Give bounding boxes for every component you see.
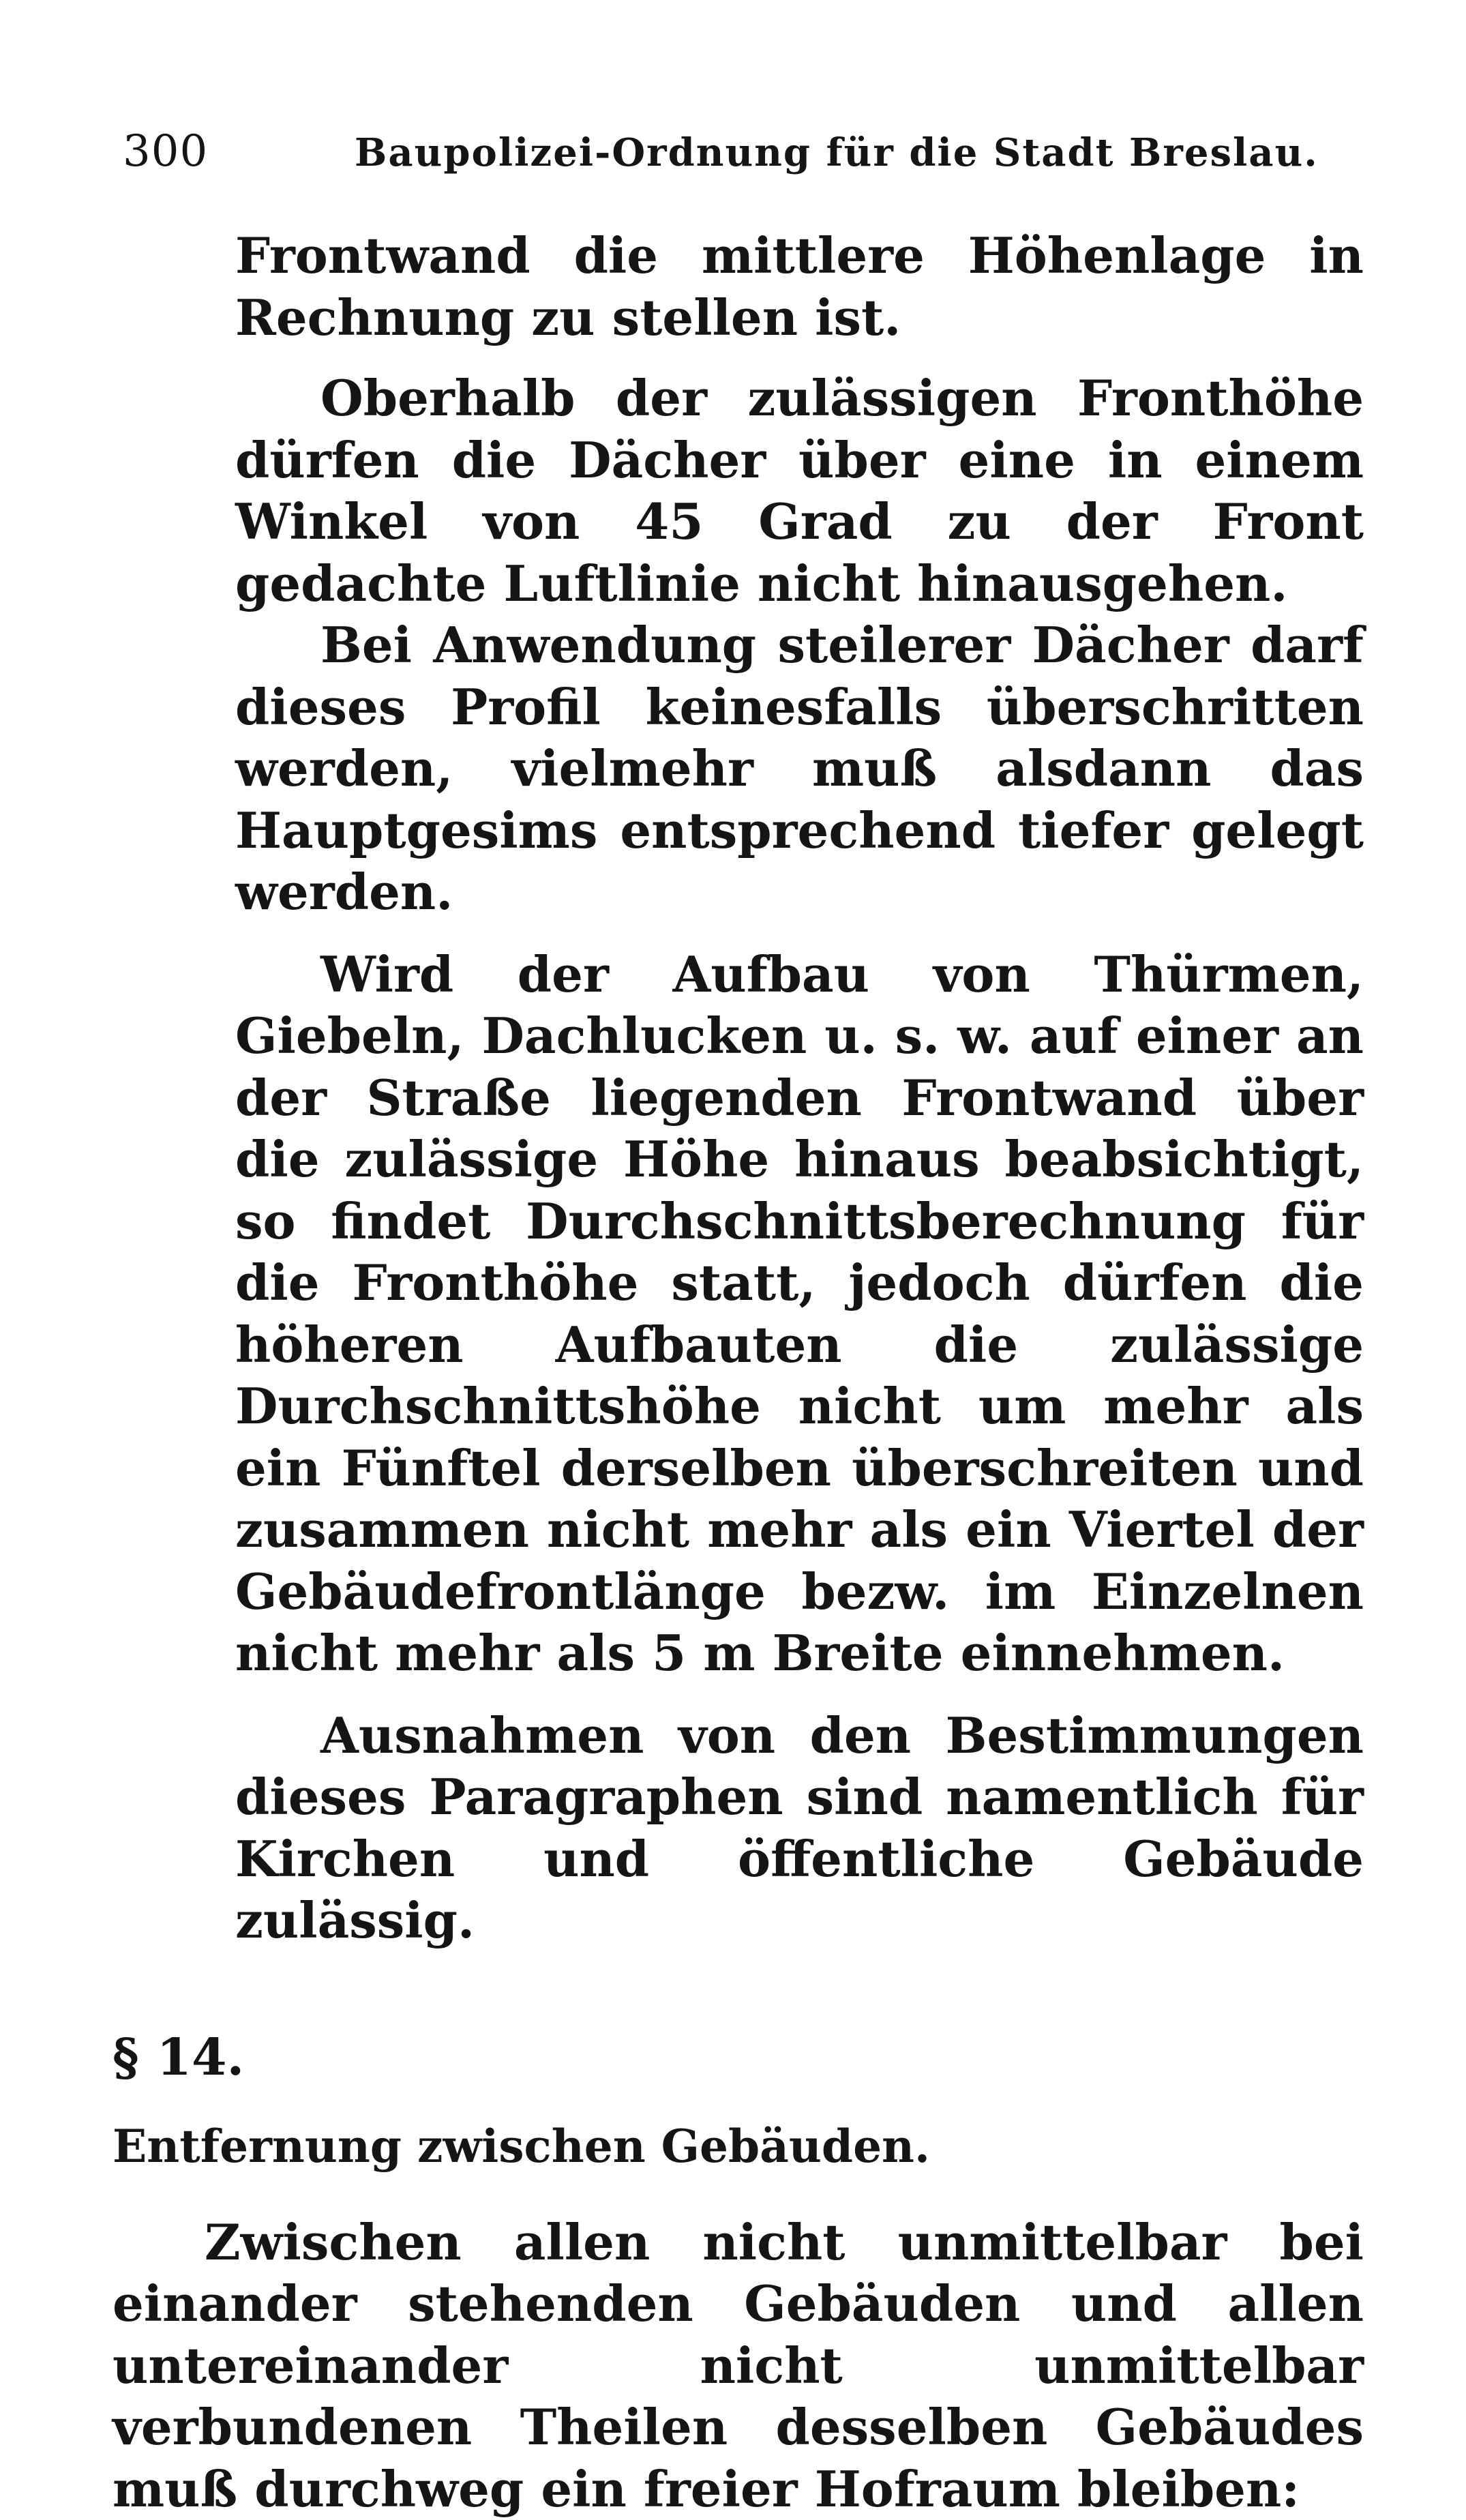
section-14	[113, 2027, 1364, 2520]
paragraph-exceptions: Ausnahmen von den Bestimmungen dieses Paragraphen sind namentlich für Kirchen und öffentliche Gebäude zulässig.	[235, 1705, 1364, 1952]
page-header	[123, 126, 1377, 188]
paragraph-continuation: Frontwand die mittlere Höhenlage in Rechnung zu stellen ist.	[235, 225, 1364, 349]
body-text	[235, 225, 1364, 2520]
running-title: Baupolizei-Ordnung für die Stadt Breslau.	[355, 130, 1319, 175]
page-number: 300	[123, 126, 208, 177]
paragraph-steep-roofs: Bei Anwendung steilerer Dächer darf dieses Profil keinesfalls überschritten werden, vielmehr muß alsdann das Hauptgesims entsprechend tiefer gelegt werden.	[235, 614, 1364, 923]
section-paragraph: Zwischen allen nicht unmittelbar bei einander stehenden Gebäuden und allen untereinander nicht unmittelbar verbundenen Theilen desselben Gebäudes muß durchweg ein freier Hofraum bleiben:	[113, 2212, 1364, 2520]
paragraph-roofs: Oberhalb der zulässigen Fronthöhe dürfen die Dächer über eine in einem Winkel von 45 Grad zu der Front gedachte Luftlinie nicht hinausgehen.	[235, 368, 1364, 614]
section-title: Entfernung zwischen Gebäuden.	[113, 2116, 1364, 2178]
paragraph-towers: Wird der Aufbau von Thürmen, Giebeln, Dachlucken u. s. w. auf einer an der Straße liegenden Frontwand über die zulässige Höhe hinaus beabsichtigt, so findet Durchschnittsberechnung für die Fronthöhe statt, jedoch dürfen die höheren Aufbauten die zulässige Durchschnittshöhe nicht um mehr als ein Fünftel derselben überschreiten und zusammen nicht mehr als ein Viertel der Gebäudefrontlänge bezw. im Einzelnen nicht mehr als 5 m Breite einnehmen.	[235, 944, 1364, 1685]
section-number: § 14.	[113, 2027, 1364, 2089]
